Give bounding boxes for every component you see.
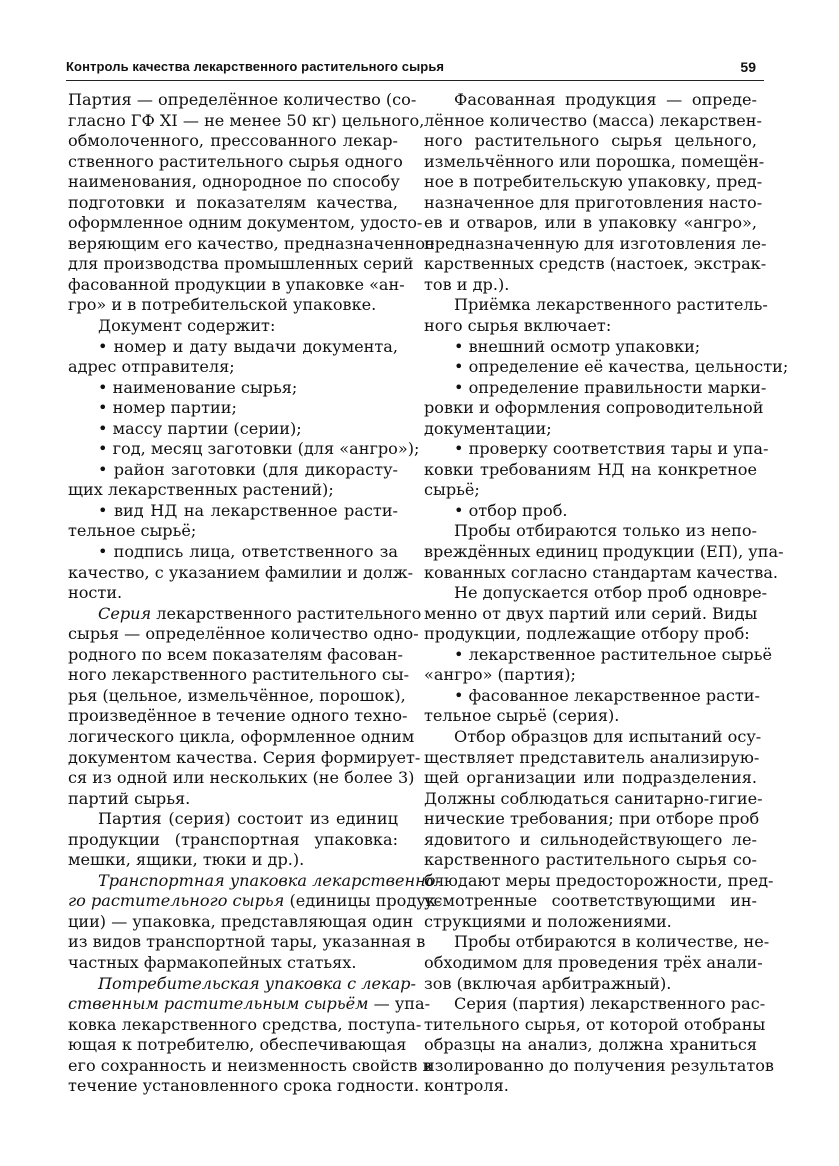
text-line-content: • год, месяц заготовки (для «ангро»); bbox=[98, 439, 420, 459]
text-line bbox=[424, 747, 760, 769]
italic-term: ственным растительным сырьём bbox=[68, 994, 369, 1014]
text-line-content: изолированно до получения результатов bbox=[424, 1055, 774, 1075]
text-line-content: Серия (партия) лекарственного рас- bbox=[454, 994, 766, 1014]
text-line bbox=[68, 172, 398, 193]
text-line bbox=[424, 295, 768, 316]
text-line bbox=[424, 624, 757, 645]
text-line bbox=[424, 419, 757, 440]
text-line bbox=[424, 870, 774, 892]
text-line-content: • наименование сырья; bbox=[98, 377, 298, 397]
text-line bbox=[424, 583, 768, 604]
text-line bbox=[424, 151, 765, 173]
text-line-content: обходимом для проведения трёх анали- bbox=[424, 952, 763, 972]
text-line bbox=[424, 788, 763, 810]
right-column bbox=[424, 90, 789, 1097]
text-line-content: ковки требованиям НД на конкретное bbox=[424, 459, 757, 479]
text-line bbox=[424, 460, 757, 481]
text-line-content: • массу партии (серии); bbox=[98, 418, 302, 438]
text-line-content: нические требования; при отборе проб bbox=[424, 809, 760, 829]
text-line bbox=[424, 1055, 774, 1077]
text-line-content: продукции, подлежащие отбору проб: bbox=[424, 624, 750, 644]
text-line bbox=[68, 274, 405, 296]
text-line bbox=[68, 1035, 407, 1056]
text-line-content: струкциями и положениями. bbox=[424, 911, 672, 931]
text-line bbox=[424, 830, 757, 851]
text-line bbox=[68, 439, 420, 460]
text-line bbox=[424, 562, 779, 584]
text-line-content: адрес отправителя; bbox=[68, 357, 235, 377]
text-line-content: Документ содержит: bbox=[98, 316, 276, 336]
text-line bbox=[68, 891, 442, 912]
text-line-content: родного по всем показателям фасован- bbox=[68, 644, 403, 664]
text-line-content: гро» и в потребительской упаковке. bbox=[68, 295, 377, 315]
text-line bbox=[68, 521, 398, 542]
running-title: Контроль качества лекарственного растительного сырья bbox=[66, 59, 445, 74]
text-line-content: Партия — определённое количество (со- bbox=[68, 90, 417, 109]
italic-term: го растительного сырья bbox=[68, 891, 285, 911]
text-line bbox=[68, 480, 398, 501]
text-line bbox=[424, 974, 757, 995]
text-line bbox=[68, 932, 426, 953]
left-column bbox=[68, 90, 442, 1097]
text-line bbox=[68, 233, 435, 255]
italic-term: Серия bbox=[98, 603, 152, 623]
text-line bbox=[424, 254, 767, 275]
text-line-content: менно от двух партий или серий. Виды bbox=[424, 603, 758, 623]
text-line-content: произведённое в течение одного техно- bbox=[68, 706, 408, 726]
text-line-content: Приёмка лекарственного раститель- bbox=[454, 295, 768, 315]
text-line-content: — упа- bbox=[368, 994, 431, 1014]
text-line bbox=[68, 747, 421, 769]
text-line-content: Пробы отбираются в количестве, не- bbox=[454, 932, 770, 952]
text-line-content: ственного растительного сырья одного bbox=[68, 151, 403, 171]
text-line-content: Должны соблюдаться санитарно-гигие- bbox=[424, 788, 763, 808]
text-line bbox=[68, 378, 398, 399]
text-line-content: сырьё; bbox=[424, 480, 480, 500]
text-line-content: • номер партии; bbox=[98, 398, 237, 418]
text-line bbox=[424, 912, 757, 933]
text-line-content: тов и др.). bbox=[424, 274, 510, 294]
text-line bbox=[424, 994, 766, 1015]
text-line-content: тельное сырьё; bbox=[68, 521, 197, 541]
text-line-content: Фасованная продукция — опреде- bbox=[454, 90, 757, 109]
text-line-content: усмотренные соответствующими ин- bbox=[424, 891, 757, 911]
text-line-content: • фасованное лекарственное расти- bbox=[454, 685, 760, 705]
text-line-content: ев и отваров, или в упаковку «ангро», bbox=[424, 213, 757, 233]
text-line-content: • определение её качества, цельности; bbox=[454, 357, 789, 377]
text-line-content: предназначенную для изготовления ле- bbox=[424, 233, 767, 253]
text-line bbox=[68, 685, 406, 707]
text-line bbox=[68, 726, 415, 748]
text-line-content: • район заготовки (для дикорасту- bbox=[98, 459, 398, 479]
text-line bbox=[424, 192, 763, 214]
text-line-content: продукции (транспортная упаковка: bbox=[68, 829, 398, 849]
text-line bbox=[424, 480, 757, 501]
text-line bbox=[424, 172, 763, 193]
text-line-content: образцы на анализ, должна храниться bbox=[424, 1035, 757, 1055]
text-line-content: рья (цельное, измельчённое, порошок), bbox=[68, 685, 406, 705]
text-line-content: мешки, ящики, тюки и др.). bbox=[68, 850, 305, 870]
text-line bbox=[424, 213, 757, 234]
text-line-content: лекарственного растительного bbox=[151, 603, 422, 623]
text-line bbox=[424, 439, 769, 460]
text-line bbox=[68, 665, 410, 686]
text-line-content: (единицы продук- bbox=[284, 891, 442, 911]
text-line-content: карственного растительного сырья со- bbox=[424, 850, 757, 870]
text-line bbox=[68, 768, 415, 789]
text-line bbox=[68, 850, 398, 871]
text-line-content: контроля. bbox=[424, 1076, 509, 1096]
text-line bbox=[68, 357, 398, 378]
text-line-content: тельное сырьё (серия). bbox=[424, 706, 620, 726]
text-line bbox=[68, 419, 398, 440]
text-line-content: логического цикла, оформленное одним bbox=[68, 726, 415, 746]
text-line bbox=[424, 337, 757, 358]
text-line bbox=[68, 911, 414, 933]
text-line bbox=[68, 994, 431, 1015]
text-line bbox=[424, 131, 757, 152]
text-line-content: фасованной продукции в упаковке «ан- bbox=[68, 274, 405, 294]
text-line-content: • отбор проб. bbox=[454, 500, 568, 520]
text-line bbox=[68, 789, 398, 810]
text-line bbox=[424, 604, 757, 625]
text-line-content: ющая к потребителю, обеспечивающая bbox=[68, 1035, 407, 1055]
text-line bbox=[424, 275, 757, 296]
text-line-content: Отбор образцов для испытаний осу- bbox=[454, 726, 762, 746]
text-line bbox=[68, 131, 398, 152]
text-line-content: для производства промышленных серий bbox=[68, 254, 414, 274]
text-line bbox=[424, 501, 757, 522]
text-line-content: блюдают меры предосторожности, пред- bbox=[424, 870, 774, 890]
text-line-content: сырья — определённое количество одно- bbox=[68, 624, 419, 644]
text-line-content: ного сырья включает: bbox=[424, 316, 612, 336]
text-line bbox=[424, 891, 757, 912]
text-line bbox=[68, 1014, 422, 1036]
text-line bbox=[68, 644, 403, 666]
text-line-content: ядовитого и сильнодействующего ле- bbox=[424, 829, 757, 849]
text-line-content: зов (включая арбитражный). bbox=[424, 973, 672, 993]
text-line-content: лённое количество (масса) лекарствен- bbox=[424, 110, 762, 130]
text-line bbox=[424, 809, 760, 830]
text-line-content: ции) — упаковка, представляющая один bbox=[68, 911, 414, 931]
text-line-content: • вид НД на лекарственное расти- bbox=[98, 500, 398, 520]
text-line-content: качество, с указанием фамилии и долж- bbox=[68, 562, 414, 582]
text-line bbox=[424, 357, 789, 378]
text-line bbox=[424, 110, 762, 132]
text-line bbox=[424, 1014, 766, 1036]
page-number: 59 bbox=[740, 59, 756, 75]
text-line-content: • подпись лица, ответственного за bbox=[98, 542, 398, 562]
text-line-content: кованных согласно стандартам качества. bbox=[424, 562, 779, 582]
text-line bbox=[424, 542, 784, 563]
text-line-content: оформленное одним документом, удосто- bbox=[68, 213, 423, 233]
text-line-content: • лекарственное растительное сырьё bbox=[454, 644, 773, 664]
text-line bbox=[424, 932, 770, 953]
text-line bbox=[424, 398, 764, 419]
text-line-content: вреждённых единиц продукции (ЕП), упа- bbox=[424, 542, 784, 562]
text-line-content: назначенное для приготовления насто- bbox=[424, 192, 763, 212]
text-line bbox=[68, 809, 398, 830]
text-line-content: его сохранность и неизменность свойств в bbox=[68, 1055, 432, 1075]
text-line-content: • проверку соответствия тары и упа- bbox=[454, 439, 769, 459]
text-line bbox=[68, 151, 403, 173]
text-line-content: ся из одной или нескольких (не более 3) bbox=[68, 768, 415, 788]
text-line-content: тительного сырья, от которой отобраны bbox=[424, 1014, 766, 1034]
text-line bbox=[424, 1076, 757, 1097]
text-line bbox=[424, 233, 767, 255]
text-line bbox=[68, 830, 398, 851]
text-line bbox=[68, 193, 398, 214]
text-line-content: документом качества. Серия формирует- bbox=[68, 747, 421, 767]
text-line-content: ровки и оформления сопроводительной bbox=[424, 398, 764, 418]
text-line bbox=[424, 644, 773, 666]
text-line bbox=[68, 1076, 420, 1097]
running-header bbox=[66, 56, 764, 81]
text-line-content: «ангро» (партия); bbox=[424, 665, 576, 685]
text-line-content: Не допускается отбор проб одновре- bbox=[454, 583, 768, 603]
text-line-content: щей организации или подразделения. bbox=[424, 768, 757, 788]
text-line-content: • внешний осмотр упаковки; bbox=[454, 336, 701, 356]
text-line bbox=[424, 377, 767, 399]
text-line-content: Пробы отбираются только из непо- bbox=[454, 521, 757, 541]
text-line bbox=[68, 562, 414, 584]
text-line bbox=[68, 90, 417, 111]
text-line bbox=[424, 706, 757, 727]
text-line bbox=[68, 337, 398, 358]
text-line bbox=[68, 110, 425, 132]
text-line bbox=[68, 706, 408, 727]
text-line-content: партий сырья. bbox=[68, 788, 191, 808]
text-line bbox=[68, 501, 398, 522]
italic-term: Транспортная упаковка лекарственно- bbox=[98, 870, 441, 890]
text-line bbox=[68, 460, 398, 481]
text-line-content: веряющим его качество, предназначенное bbox=[68, 233, 435, 253]
text-line bbox=[424, 90, 757, 111]
text-line bbox=[68, 316, 398, 337]
text-line-content: подготовки и показателям качества, bbox=[68, 192, 398, 212]
text-line bbox=[68, 542, 398, 563]
text-line-content: гласно ГФ XI — не менее 50 кг) цельного, bbox=[68, 110, 425, 130]
text-line bbox=[424, 521, 757, 542]
text-line bbox=[68, 295, 398, 316]
text-line-content: из видов транспортной тары, указанная в bbox=[68, 932, 426, 952]
text-line bbox=[68, 213, 423, 234]
text-line bbox=[424, 768, 757, 789]
text-line bbox=[68, 398, 398, 419]
text-line bbox=[424, 665, 757, 686]
text-line-content: карственных средств (настоек, экстрак- bbox=[424, 254, 767, 274]
text-line-content: Партия (серия) состоит из единиц bbox=[98, 809, 398, 829]
text-line-content: щих лекарственных растений); bbox=[68, 480, 334, 500]
text-line bbox=[68, 953, 398, 974]
text-line bbox=[424, 952, 763, 974]
text-line-content: частных фармакопейных статьях. bbox=[68, 952, 357, 972]
text-line-content: ности. bbox=[68, 583, 123, 603]
text-line-content: • номер и дату выдачи документа, bbox=[98, 336, 398, 356]
italic-term: Потребительская упаковка с лекар- bbox=[98, 973, 416, 993]
text-line-content: • определение правильности марки- bbox=[454, 377, 767, 397]
text-line-content: ковка лекарственного средства, поступа- bbox=[68, 1014, 422, 1034]
text-line bbox=[68, 603, 422, 625]
text-line-content: ного лекарственного растительного сы- bbox=[68, 665, 410, 685]
text-line bbox=[68, 624, 419, 645]
text-line-content: ществляет представитель анализирую- bbox=[424, 747, 760, 767]
text-line-content: наименования, однородное по способу bbox=[68, 172, 400, 192]
text-line bbox=[68, 254, 414, 275]
text-line bbox=[424, 316, 757, 337]
text-line bbox=[424, 685, 760, 707]
text-line-content: обмолоченного, прессованного лекар- bbox=[68, 131, 398, 151]
text-line-content: ного растительного сырья цельного, bbox=[424, 131, 757, 151]
text-line-content: документации; bbox=[424, 418, 552, 438]
text-line bbox=[68, 583, 398, 604]
text-line bbox=[424, 850, 757, 871]
text-line bbox=[424, 726, 762, 748]
text-line bbox=[68, 870, 441, 892]
text-line-content: течение установленного срока годности. bbox=[68, 1076, 420, 1096]
text-line-content: измельчённого или порошка, помещён- bbox=[424, 151, 765, 171]
text-line-content: ное в потребительскую упаковку, пред- bbox=[424, 172, 763, 192]
text-line bbox=[424, 1035, 757, 1056]
text-line bbox=[68, 1055, 432, 1077]
text-line bbox=[68, 973, 416, 995]
